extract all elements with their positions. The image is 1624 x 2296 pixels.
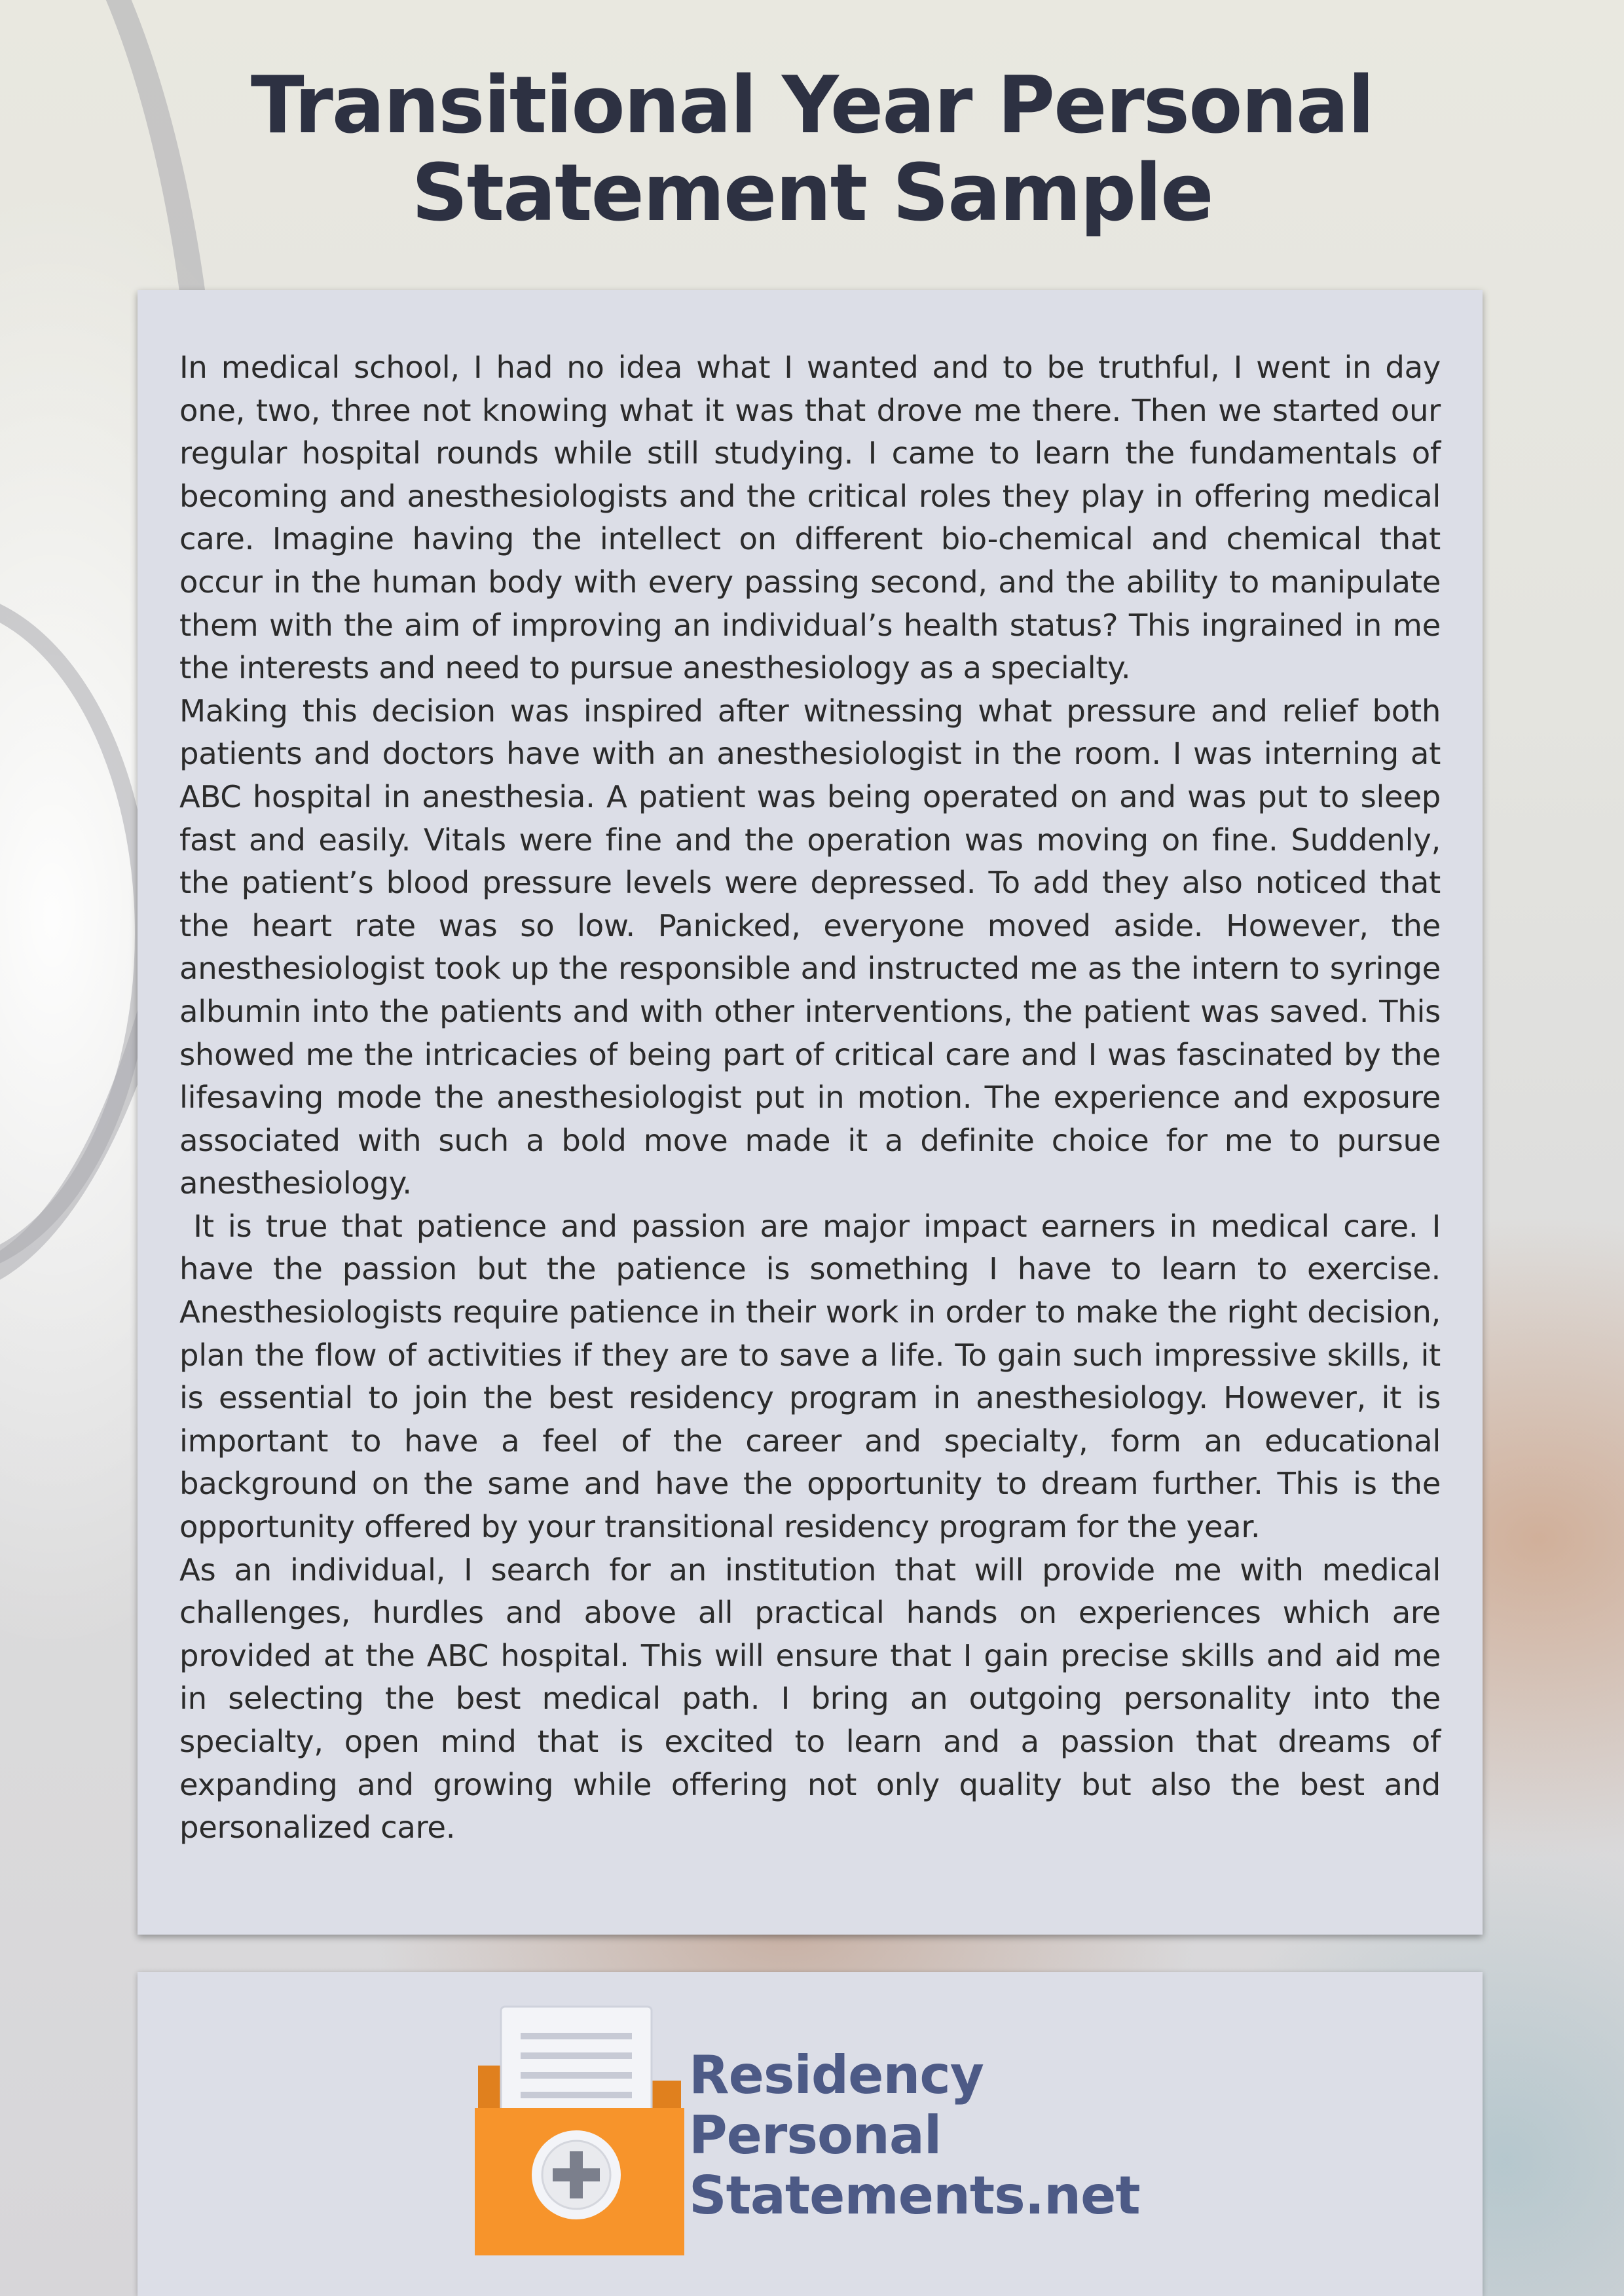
statement-card [138, 290, 1483, 1935]
statement-paragraph-1: In medical school, I had no idea what I wanted and to be truthful, I went in day one, two, three not knowing what it was that drove me there. Then we started our regular hospital rounds while still studying. I came to learn the fundamentals of becoming and anesthesiologists and the critical roles they play in offering medical care. Imagine having the intellect on different bio-chemical and chemical that occur in the human body with every passing second, and the ability to manipulate them with the aim of improving an individual’s health status? This ingrained in me the interests and need to pursue anesthesiology as a specialty. [179, 350, 1441, 686]
statement-paragraph-4: As an individual, I search for an institution that will provide me with medical challenges, hurdles and above all practical hands on experiences which are provided at the ABC hospital. This will ensure that I gain precise skills and aid me in selecting the best medical path. I bring an outgoing personality into the specialty, open mind that is excited to learn and a passion that dreams of expanding and growing while offering not only quality but also the best and personalized care. [179, 1552, 1441, 1846]
logo-line-1: Residency [689, 2045, 984, 2105]
logo-line-3: Statements.net [689, 2165, 1140, 2226]
brand-logo-text [689, 2045, 1140, 2226]
title-line-2: Statement Sample [411, 148, 1213, 239]
page-title [0, 62, 1624, 238]
folder-document-medical-icon [471, 2003, 688, 2259]
footer-logo-panel [138, 1972, 1483, 2296]
logo-line-2: Personal [689, 2105, 942, 2166]
statement-paragraph-3: It is true that patience and passion are major impact earners in medical care. I have the passion but the patience is something I have to learn to exercise. Anesthesiologists require patience in their work in order to make the right decision, plan the flow of activities if they are to save a life. To gain such impressive skills, it is essential to join the best residency program in anesthesiology. However, it is important to have a feel of the career and specialty, form an educational background on the same and have the opportunity to dream further. This is the opportunity offered by your transitional residency program for the year. [179, 1208, 1450, 1545]
statement-paragraph-2: Making this decision was inspired after witnessing what pressure and relief both patients and doctors have with an anesthesiologist in the room. I was interning at ABC hospital in anesthesia. A patient was being operated on and was put to sleep fast and easily. Vitals were fine and the operation was moving on fine. Suddenly, the patient’s blood pressure levels were depressed. To add they also noticed that the heart rate was so low. Panicked, everyone moved aside. However, the anesthesiologist took up the responsible and instructed me as the intern to syringe albumin into the patients and with other interventions, the patient was saved. This showed me the intricacies of being part of critical care and I was fascinated by the lifesaving mode the anesthesiologist put in motion. The experience and exposure associated with such a bold move made it a definite choice for me to pursue anesthesiology. [179, 693, 1441, 1201]
title-line-1: Transitional Year Personal [250, 60, 1374, 151]
